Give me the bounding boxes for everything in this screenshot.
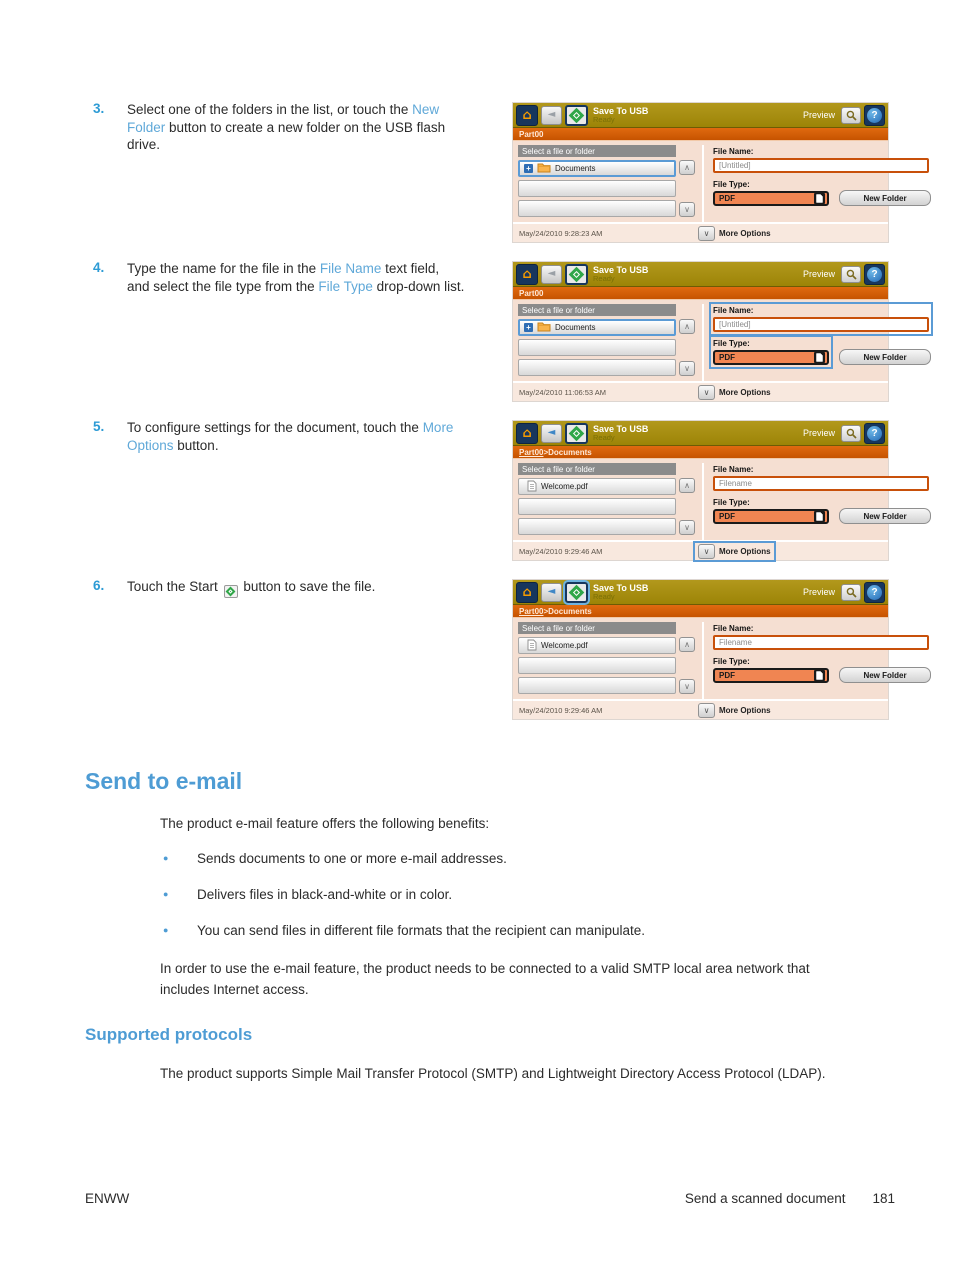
back-arrow-icon: ◄	[541, 265, 562, 284]
preview-label: Preview	[802, 428, 835, 438]
list-item	[518, 319, 676, 336]
preview-label: Preview	[802, 110, 835, 120]
step-text	[127, 260, 465, 295]
file-form	[702, 145, 931, 222]
toolbar-title-block	[593, 424, 648, 443]
breadcrumb	[513, 128, 888, 141]
step-3	[93, 101, 493, 260]
home-icon: ⌂	[516, 423, 538, 444]
file-type-dropdown	[713, 668, 829, 683]
file-list	[518, 622, 676, 699]
list-item-empty	[518, 498, 676, 515]
list-scrollbar	[679, 463, 696, 540]
new-folder-button: New Folder	[839, 667, 931, 683]
file-type-dropdown	[713, 191, 829, 206]
screen-title: Save To USB	[593, 423, 649, 434]
list-scrollbar	[679, 145, 696, 222]
bullet-icon: ●	[163, 853, 169, 863]
screen-body	[513, 459, 907, 540]
start-icon	[565, 582, 588, 603]
list-scrollbar	[679, 622, 696, 699]
screen-toolbar	[513, 580, 888, 605]
more-options-button	[695, 225, 774, 242]
file-type-value: PDF	[719, 194, 735, 203]
help-icon: ?	[864, 423, 885, 444]
file-name-label: File Name:	[713, 306, 754, 315]
scroll-up-icon: ∧	[679, 319, 695, 334]
home-icon: ⌂	[516, 105, 538, 126]
file-list	[518, 463, 676, 540]
step-text-segment: text field, and select the file type from the	[127, 261, 440, 294]
new-folder-button: New Folder	[839, 508, 931, 524]
new-folder-reference: New Folder	[127, 102, 440, 135]
toolbar-title-block	[593, 265, 648, 284]
footer-page-number: 181	[872, 1191, 895, 1206]
expand-plus-icon: +	[524, 164, 533, 173]
file-form	[702, 304, 931, 381]
printer-screen	[513, 262, 907, 401]
timestamp: May/24/2010 9:29:46 AM	[519, 705, 603, 715]
chevron-down-icon: ∨	[698, 385, 715, 400]
start-diamond	[569, 425, 585, 441]
benefit-text: You can send files in different file formats that the recipient can manipulate.	[197, 923, 646, 938]
step-text	[127, 101, 465, 154]
chevron-down-icon: ∨	[698, 544, 715, 559]
benefits-list	[160, 851, 895, 938]
new-folder-button: New Folder	[839, 349, 931, 365]
file-list-header: Select a file or folder	[518, 145, 676, 157]
screen-statusbar	[513, 540, 888, 560]
step-text	[127, 578, 465, 598]
bullet-icon: ●	[163, 925, 169, 935]
screen-title: Save To USB	[593, 264, 649, 275]
file-name-input: [Untitled]	[713, 158, 929, 173]
file-type-label: File Type:	[713, 657, 750, 666]
file-list	[518, 145, 676, 222]
start-diamond	[569, 584, 585, 600]
footer-right	[685, 1191, 895, 1206]
step-text-segment: Type the name for the file in the	[127, 261, 320, 276]
subsection-body	[160, 1064, 895, 1085]
subsection-title: Supported protocols	[85, 1025, 253, 1044]
file-type-group	[711, 178, 831, 208]
folder-icon	[537, 162, 551, 175]
step-6	[93, 578, 493, 737]
folder-icon	[537, 321, 551, 334]
list-item-empty	[518, 359, 676, 376]
file-name-input: Filename	[713, 476, 929, 491]
scroll-down-icon: ∨	[679, 202, 695, 217]
chevron-down-icon: ∨	[698, 703, 715, 718]
step-text-segment: button to save the file.	[243, 579, 376, 594]
more-options-button	[695, 702, 774, 719]
scroll-down-icon: ∨	[679, 520, 695, 535]
start-diamond	[569, 107, 585, 123]
file-type-row	[711, 337, 931, 367]
file-type-row	[711, 496, 931, 526]
start-icon	[565, 264, 588, 285]
list-item-empty	[518, 657, 676, 674]
file-type-label: File Type:	[713, 498, 750, 507]
breadcrumb-path: >Documents	[543, 447, 592, 457]
file-type-label: File Type:	[713, 180, 750, 189]
file-list-header: Select a file or folder	[518, 463, 676, 475]
start-icon	[565, 105, 588, 126]
screen-statusbar	[513, 699, 888, 719]
file-type-row	[711, 178, 931, 208]
printer-screen	[513, 103, 907, 242]
magnifier-icon	[841, 584, 861, 601]
screen-status: Ready	[593, 591, 615, 601]
back-arrow-icon: ◄	[541, 106, 562, 125]
list-scrollbar	[679, 304, 696, 381]
screen-toolbar	[513, 103, 888, 128]
new-folder-button: New Folder	[839, 190, 931, 206]
toolbar-title-block	[593, 106, 648, 125]
file-type-group	[711, 337, 831, 367]
file-name-input: [Untitled]	[713, 317, 929, 332]
screen-toolbar	[513, 421, 888, 446]
scroll-up-icon: ∧	[679, 478, 695, 493]
benefit-item	[160, 851, 895, 866]
intro-paragraph: The product e-mail feature offers the following benefits:	[160, 816, 490, 831]
expand-plus-icon: +	[524, 323, 533, 332]
timestamp: May/24/2010 11:06:53 AM	[519, 387, 607, 397]
list-item	[518, 637, 676, 654]
screen-body	[513, 300, 907, 381]
home-icon: ⌂	[516, 264, 538, 285]
file-format-icon	[814, 511, 825, 522]
more-options-label: More Options	[719, 547, 771, 556]
back-arrow-icon: ◄	[541, 583, 562, 602]
help-icon: ?	[864, 264, 885, 285]
smtp-paragraph: In order to use the e-mail feature, the product needs to be connected to a valid SMTP local area network that includes Internet access.	[160, 961, 810, 997]
screenshot-column	[513, 103, 907, 739]
more-options-label: More Options	[719, 229, 771, 238]
file-name-group	[711, 622, 931, 652]
screen-statusbar	[513, 222, 888, 242]
start-icon	[565, 423, 588, 444]
page-footer	[85, 1191, 895, 1206]
file-name-group	[711, 463, 931, 493]
help-icon: ?	[864, 582, 885, 603]
more-options-label: More Options	[719, 388, 771, 397]
timestamp: May/24/2010 9:28:23 AM	[519, 228, 603, 238]
step-text-segment: To configure settings for the document, touch the	[127, 420, 423, 435]
screen-status: Ready	[593, 273, 615, 283]
protocols-paragraph: The product supports Simple Mail Transfer Protocol (SMTP) and Lightweight Directory Access Protocol (LDAP).	[160, 1066, 826, 1081]
list-item-empty	[518, 180, 676, 197]
magnifier-icon	[841, 107, 861, 124]
file-type-value: PDF	[719, 512, 735, 521]
list-item-label: Documents	[555, 164, 596, 173]
screen-title: Save To USB	[593, 582, 649, 593]
more-options-label: More Options	[719, 706, 771, 715]
bullet-icon: ●	[163, 889, 169, 899]
screen-title: Save To USB	[593, 105, 649, 116]
breadcrumb	[513, 446, 888, 459]
list-item-label: Documents	[555, 323, 596, 332]
step-text	[127, 419, 465, 454]
timestamp: May/24/2010 9:29:46 AM	[519, 546, 603, 556]
step-number: 4.	[93, 260, 105, 275]
file-list	[518, 304, 676, 381]
file-type-dropdown	[713, 509, 829, 524]
list-item-label: Welcome.pdf	[541, 482, 588, 491]
screen-status: Ready	[593, 432, 615, 442]
file-name-label: File Name:	[713, 624, 754, 633]
preview-label: Preview	[802, 587, 835, 597]
step-number: 6.	[93, 578, 105, 593]
list-item-empty	[518, 339, 676, 356]
breadcrumb-path: >Documents	[543, 606, 592, 616]
benefit-text: Delivers files in black-and-white or in color.	[197, 887, 453, 902]
file-list-header: Select a file or folder	[518, 304, 676, 316]
step-number: 5.	[93, 419, 105, 434]
list-item	[518, 478, 676, 495]
list-item-empty	[518, 200, 676, 217]
step-number: 3.	[93, 101, 105, 116]
file-list-header: Select a file or folder	[518, 622, 676, 634]
send-to-email-section	[85, 768, 895, 1085]
scroll-up-icon: ∧	[679, 637, 695, 652]
file-type-label: File Type:	[713, 339, 750, 348]
step-text-segment: drop-down list.	[372, 278, 465, 294]
file-type-value: PDF	[719, 353, 735, 362]
breadcrumb	[513, 287, 888, 300]
list-item-empty	[518, 518, 676, 535]
start-diamond	[569, 266, 585, 282]
file-type-dropdown	[713, 350, 829, 365]
list-item-label: Welcome.pdf	[541, 641, 588, 650]
benefit-item	[160, 887, 895, 902]
file-type-group	[711, 655, 831, 685]
footer-section-label: Send a scanned document	[684, 1191, 846, 1206]
document-icon	[527, 639, 537, 653]
list-item	[518, 160, 676, 177]
screen-body	[513, 141, 907, 222]
start-icon	[224, 585, 238, 598]
breadcrumb-root: Part00	[519, 129, 544, 139]
step-5	[93, 419, 493, 578]
file-name-reference: File Name	[319, 261, 382, 276]
document-icon	[527, 480, 537, 494]
file-type-value: PDF	[719, 671, 735, 680]
back-arrow-icon: ◄	[541, 424, 562, 443]
toolbar-title-block	[593, 583, 648, 602]
screen-status: Ready	[593, 114, 615, 124]
screen-statusbar	[513, 381, 888, 401]
file-name-label: File Name:	[713, 465, 754, 474]
file-type-reference: File Type	[318, 278, 373, 294]
steps-list	[93, 101, 493, 737]
file-format-icon	[814, 193, 825, 204]
file-name-input: Filename	[713, 635, 929, 650]
scroll-down-icon: ∨	[679, 361, 695, 376]
step-text-segment: Select one of the folders in the list, or touch the	[127, 102, 413, 117]
screen-toolbar	[513, 262, 888, 287]
step-text-segment: button to create a new folder on the USB flash drive.	[127, 119, 446, 152]
file-form	[702, 622, 931, 699]
step-text-segment: Touch the Start	[127, 579, 218, 594]
file-name-group	[711, 145, 931, 175]
list-item-empty	[518, 677, 676, 694]
magnifier-icon	[841, 266, 861, 283]
chevron-down-icon: ∨	[698, 226, 715, 241]
section-body	[160, 816, 895, 1000]
breadcrumb	[513, 605, 888, 618]
file-type-row	[711, 655, 931, 685]
benefit-item	[160, 923, 895, 938]
more-options-reference: More Options	[127, 420, 454, 453]
scroll-down-icon: ∨	[679, 679, 695, 694]
step-4	[93, 260, 493, 419]
home-icon: ⌂	[516, 582, 538, 603]
file-format-icon	[814, 352, 825, 363]
preview-label: Preview	[802, 269, 835, 279]
more-options-button	[695, 543, 774, 560]
benefit-text: Sends documents to one or more e-mail addresses.	[197, 851, 507, 866]
file-name-label: File Name:	[713, 147, 754, 156]
file-form	[702, 463, 931, 540]
breadcrumb-root: Part00	[519, 447, 544, 457]
section-title: Send to e-mail	[85, 768, 243, 794]
help-icon: ?	[864, 105, 885, 126]
file-name-group	[711, 304, 931, 334]
breadcrumb-root: Part00	[519, 288, 544, 298]
breadcrumb-root: Part00	[519, 606, 544, 616]
step-text-segment: button.	[173, 437, 219, 453]
screen-body	[513, 618, 907, 699]
more-options-button	[695, 384, 774, 401]
printer-screen	[513, 421, 907, 560]
scroll-up-icon: ∧	[679, 160, 695, 175]
file-format-icon	[814, 670, 825, 681]
footer-left: ENWW	[85, 1191, 130, 1206]
printer-screen	[513, 580, 907, 719]
file-type-group	[711, 496, 831, 526]
magnifier-icon	[841, 425, 861, 442]
